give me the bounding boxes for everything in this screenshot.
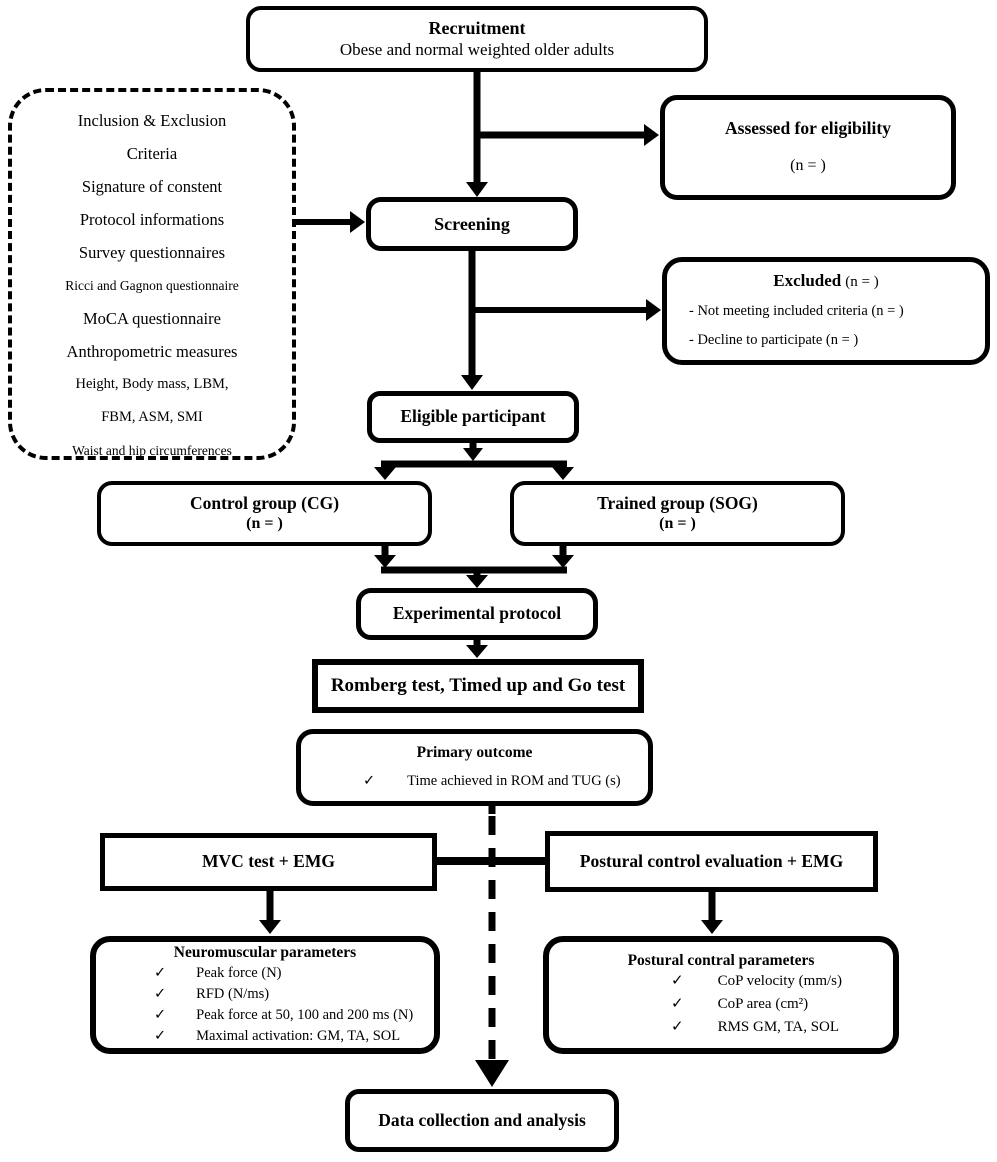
excluded-title: Excluded <box>773 271 842 290</box>
check-icon: ✓ <box>671 973 684 990</box>
excluded-item: - Not meeting included criteria (n = ) <box>689 303 904 319</box>
mvc-title: MVC test + EMG <box>202 851 335 872</box>
check-icon: ✓ <box>154 1006 167 1023</box>
control-group-n: (n = ) <box>246 515 283 533</box>
excluded-item: - Decline to participate (n = ) <box>689 332 859 348</box>
control-group-title: Control group (CG) <box>189 492 340 513</box>
check-icon: ✓ <box>363 772 376 789</box>
primary-outcome-title: Primary outcome <box>416 744 533 762</box>
criteria-line: Anthropometric measures <box>66 342 238 361</box>
criteria-panel <box>8 88 296 460</box>
excluded-title-row <box>675 267 977 297</box>
recruitment-subtitle: Obese and normal weighted older adults <box>339 40 615 60</box>
primary-outcome-item-row <box>301 771 648 792</box>
trained-group-box <box>510 481 845 546</box>
eligible-box <box>367 391 579 443</box>
criteria-line: Protocol informations <box>79 210 225 229</box>
postural-eval-title: Postural control evaluation + EMG <box>579 850 844 871</box>
criteria-line: Inclusion & Exclusion <box>77 111 227 130</box>
arrow-primary-to-datacollection-dashed <box>475 804 509 1087</box>
excluded-box <box>662 257 990 365</box>
neuromuscular-item: RFD (N/ms) <box>196 985 270 1002</box>
eligible-title: Eligible participant <box>400 406 546 427</box>
postural-params-item: CoP velocity (mm/s) <box>717 973 843 990</box>
check-icon: ✓ <box>671 1019 684 1036</box>
control-group-box <box>97 481 432 546</box>
data-collection-title: Data collection and analysis <box>378 1109 586 1130</box>
data-collection-box <box>345 1089 619 1152</box>
experimental-title: Experimental protocol <box>392 603 562 624</box>
postural-eval-box <box>545 831 878 892</box>
criteria-line: Ricci and Gagnon questionnaire <box>65 278 239 293</box>
postural-params-box <box>543 936 899 1054</box>
screening-title: Screening <box>434 213 510 234</box>
primary-outcome-box <box>296 729 653 806</box>
check-icon: ✓ <box>671 996 684 1013</box>
postural-params-item-row <box>559 1016 883 1039</box>
neuromuscular-title: Neuromuscular parameters <box>173 944 357 962</box>
neuromuscular-item: Peak force (N) <box>196 964 282 981</box>
postural-params-title: Postural contral parameters <box>627 951 815 969</box>
neuromuscular-box <box>90 936 440 1054</box>
arrow-groups-to-experimental <box>374 545 574 588</box>
arrow-eligible-to-split <box>374 442 574 480</box>
arrow-experimental-to-romberg <box>466 639 488 658</box>
check-icon: ✓ <box>154 1027 167 1044</box>
arrow-to-assessed <box>474 124 659 146</box>
neuromuscular-item-row <box>106 1005 424 1026</box>
arrow-screening-to-eligible <box>461 250 483 390</box>
criteria-line: Waist and hip circumferences <box>72 443 232 458</box>
assessed-title: Assessed for eligibility <box>725 118 891 139</box>
experimental-box <box>356 588 598 640</box>
assessed-n: (n = ) <box>790 157 826 175</box>
neuromuscular-item-row <box>106 984 424 1005</box>
recruitment-box <box>246 6 708 72</box>
postural-params-item: RMS GM, TA, SOL <box>717 1019 840 1036</box>
postural-params-item-row <box>559 970 883 993</box>
recruitment-title: Recruitment <box>428 17 526 38</box>
check-icon: ✓ <box>154 985 167 1002</box>
arrow-criteria-to-screening <box>294 211 365 233</box>
neuromuscular-item-row <box>106 1026 424 1047</box>
postural-params-item: CoP area (cm²) <box>717 996 809 1013</box>
excluded-n: (n = ) <box>845 274 879 290</box>
arrow-postural-to-params <box>701 890 723 934</box>
criteria-line: Survey questionnaires <box>78 243 226 262</box>
trained-group-n: (n = ) <box>659 515 696 533</box>
neuromuscular-item: Peak force at 50, 100 and 200 ms (N) <box>196 1006 414 1023</box>
trained-group-title: Trained group (SOG) <box>597 492 758 513</box>
check-icon: ✓ <box>154 964 167 981</box>
criteria-line: Height, Body mass, LBM, <box>75 376 229 392</box>
arrow-to-excluded <box>472 299 661 321</box>
mvc-box <box>100 833 437 891</box>
screening-box <box>366 197 578 251</box>
romberg-box <box>312 659 644 713</box>
criteria-line: Signature of constent <box>81 177 223 196</box>
postural-params-item-row <box>559 993 883 1016</box>
primary-outcome-item: Time achieved in ROM and TUG (s) <box>407 772 621 789</box>
criteria-line: Criteria <box>126 144 178 163</box>
neuromuscular-item-row <box>106 963 424 984</box>
assessed-box <box>660 95 956 200</box>
neuromuscular-item: Maximal activation: GM, TA, SOL <box>196 1027 401 1044</box>
criteria-line: FBM, ASM, SMI <box>101 409 203 425</box>
criteria-line: MoCA questionnaire <box>83 309 221 328</box>
arrow-mvc-to-neuromuscular <box>259 889 281 934</box>
romberg-title: Romberg test, Timed up and Go test <box>330 675 626 697</box>
